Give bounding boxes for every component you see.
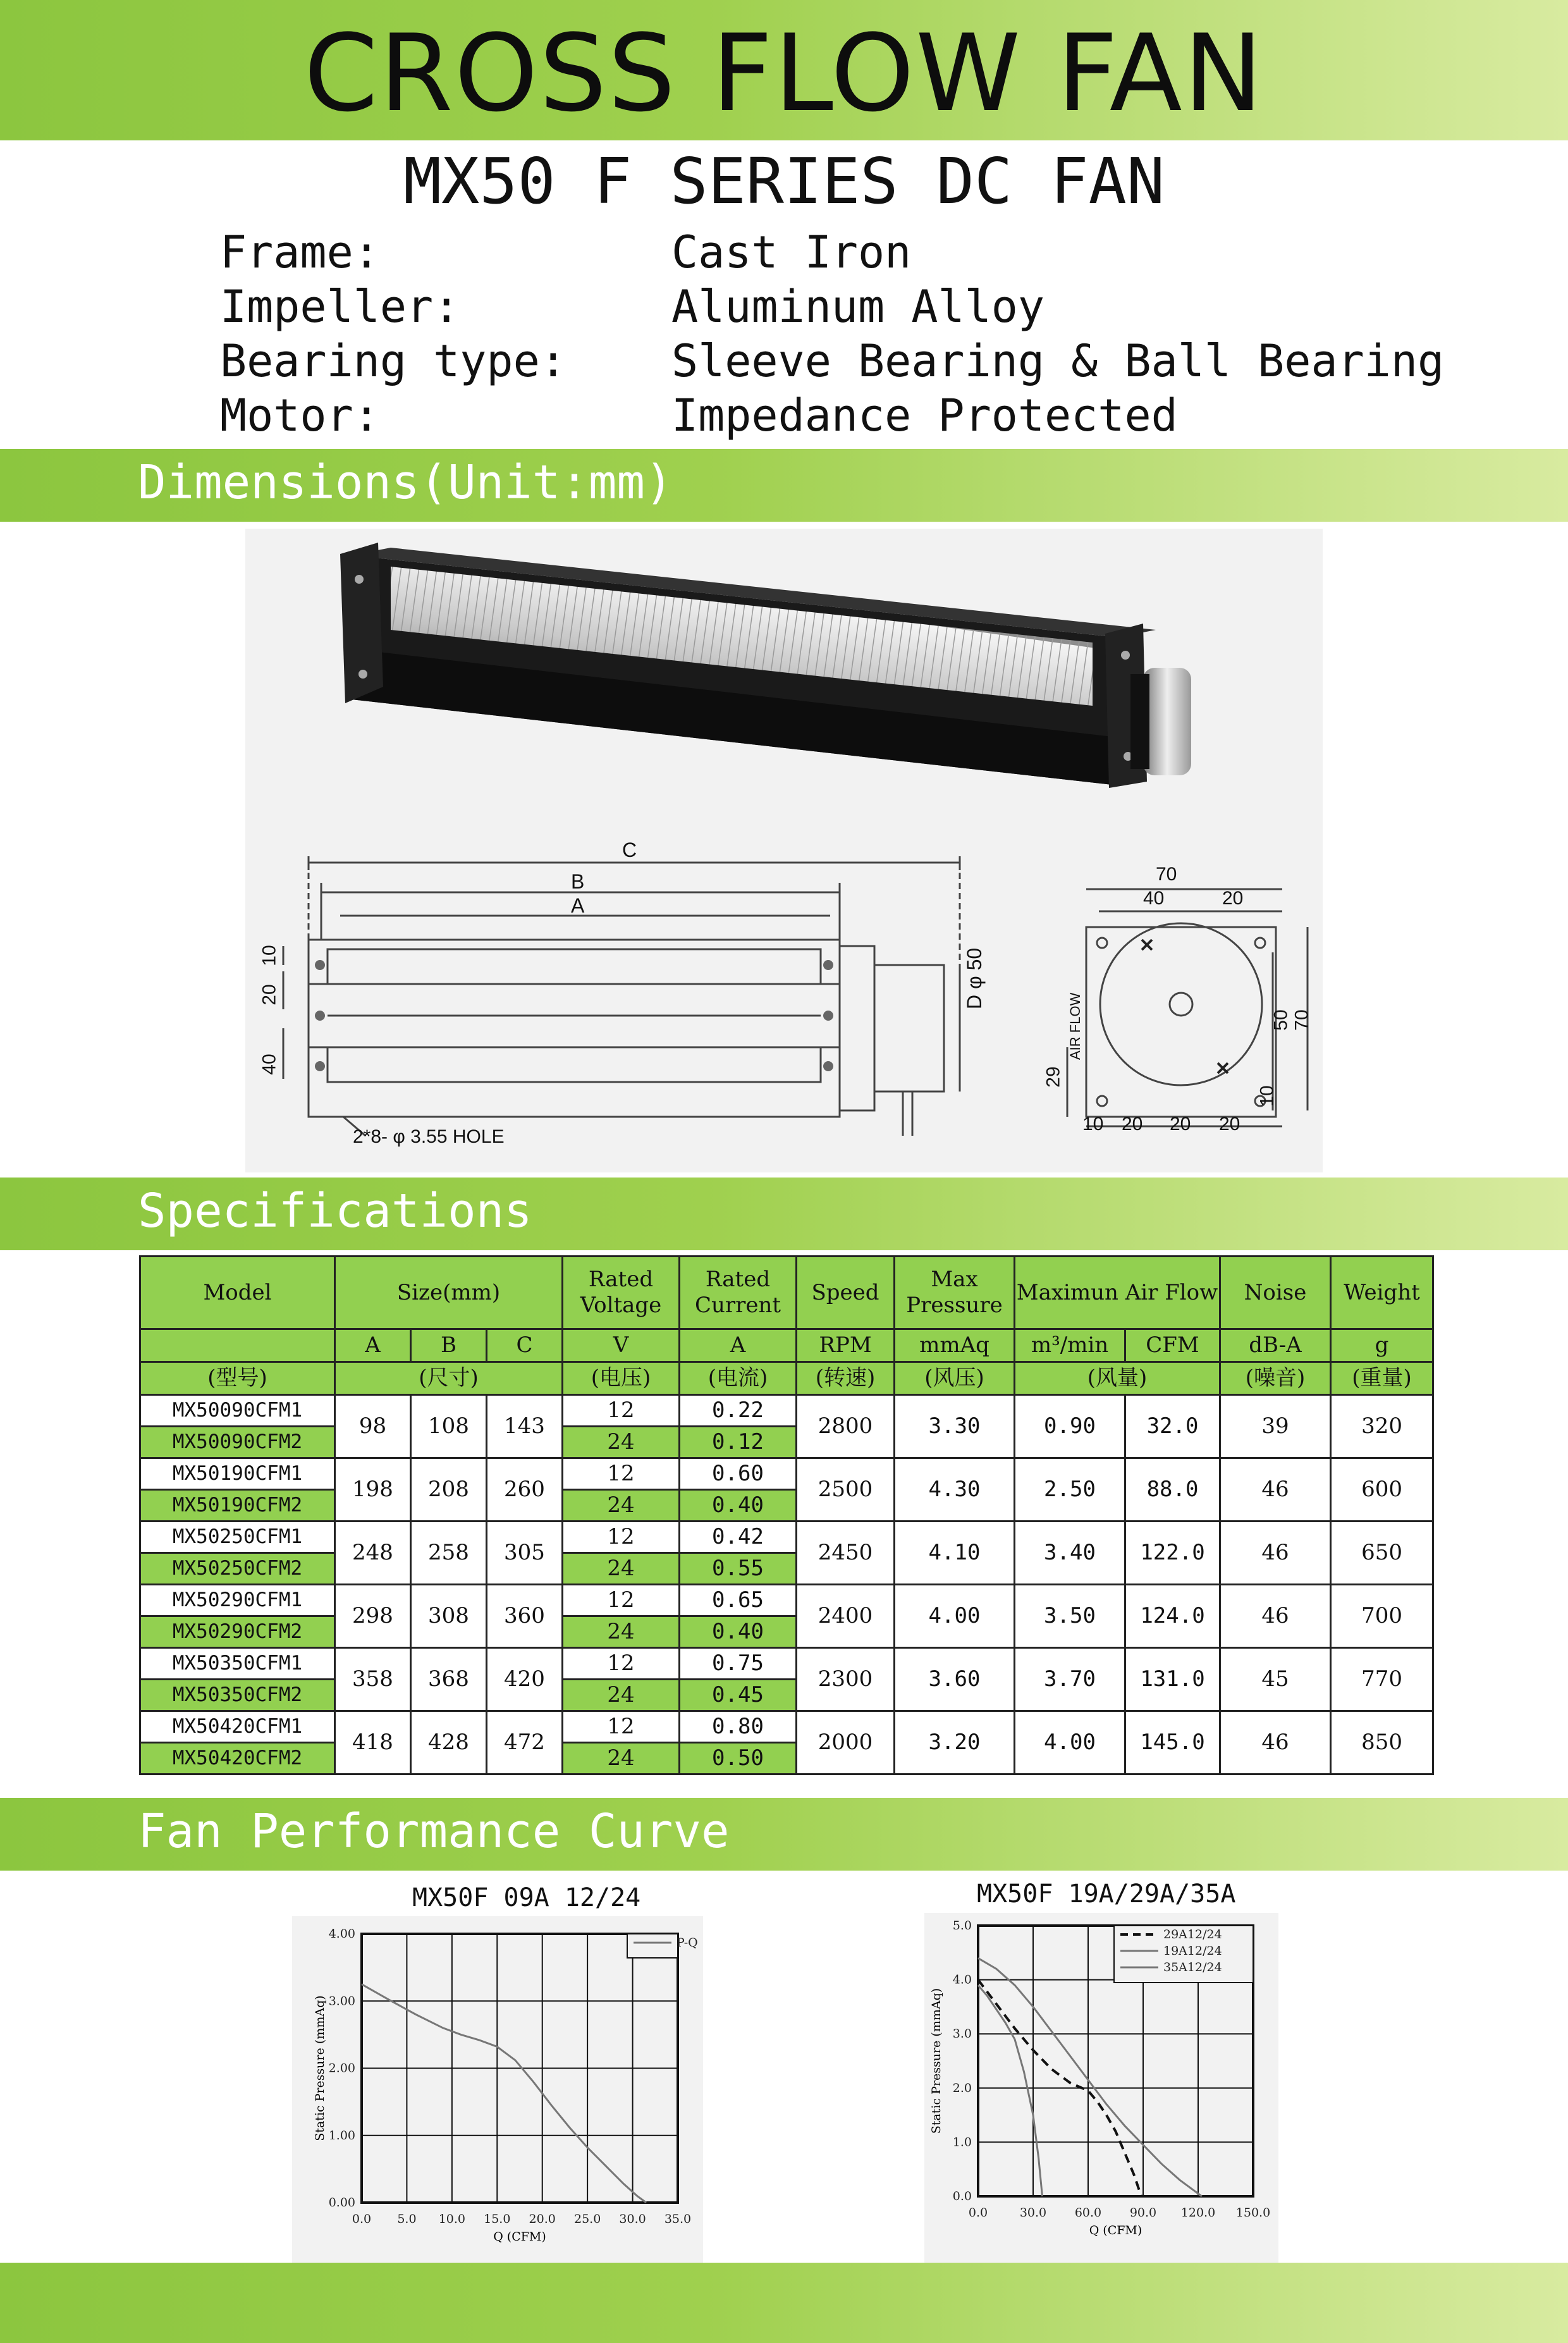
- speed-cell: 2500: [797, 1458, 895, 1522]
- chart2-svg: [924, 1913, 1278, 2263]
- x-tick-label: 10.0: [438, 2212, 466, 2226]
- current-cell: 0.50: [680, 1743, 797, 1774]
- bottom-dim-10: 10: [1082, 1114, 1104, 1135]
- size-a-cell: 248: [335, 1522, 411, 1585]
- unit-rpm: RPM: [797, 1329, 895, 1362]
- y-tick-label: 1.00: [328, 2128, 355, 2143]
- voltage-cell: 24: [563, 1427, 680, 1458]
- x-tick-label: 5.0: [397, 2212, 417, 2226]
- table-body: [140, 1395, 1433, 1774]
- model-cell: MX50290CFM2: [140, 1616, 335, 1648]
- table-row: [140, 1585, 1433, 1616]
- size-a-cell: 298: [335, 1585, 411, 1648]
- unit-amp: A: [680, 1329, 797, 1362]
- x-tick-label: 60.0: [1074, 2206, 1102, 2220]
- unit-a: A: [335, 1329, 411, 1362]
- frame-value: Cast Iron: [671, 226, 912, 278]
- impeller-value: Aluminum Alloy: [671, 281, 1045, 333]
- x-tick-label: 15.0: [484, 2212, 511, 2226]
- legend-box: [627, 1934, 678, 1958]
- unit-dba: dB-A: [1220, 1329, 1331, 1362]
- specifications-title: Specifications: [138, 1184, 532, 1238]
- y-tick-label: 0.0: [952, 2189, 972, 2203]
- voltage-cell: 24: [563, 1553, 680, 1585]
- dim-a-label: A: [571, 894, 585, 917]
- dim-40-label: 40: [259, 1054, 280, 1075]
- header-weight: Weight: [1331, 1257, 1433, 1329]
- pressure-cell: 3.30: [895, 1395, 1015, 1458]
- voltage-cell: 24: [563, 1490, 680, 1522]
- speed-cell: 2400: [797, 1585, 895, 1648]
- cn-voltage: (电压): [563, 1362, 680, 1395]
- flow-cfm-cell: 145.0: [1125, 1711, 1220, 1774]
- x-tick-label: 90.0: [1129, 2206, 1157, 2220]
- flow-cfm-cell: 124.0: [1125, 1585, 1220, 1648]
- weight-cell: 770: [1331, 1648, 1433, 1711]
- x-tick-label: 30.0: [1019, 2206, 1047, 2220]
- flow-cfm-cell: 131.0: [1125, 1648, 1220, 1711]
- flow-cfm-cell: 122.0: [1125, 1522, 1220, 1585]
- model-cell: MX50350CFM1: [140, 1648, 335, 1680]
- flow-m3-cell: 3.70: [1015, 1648, 1125, 1711]
- size-a-cell: 358: [335, 1648, 411, 1711]
- legend-label: P-Q: [677, 1936, 698, 1950]
- size-b-cell: 208: [411, 1458, 487, 1522]
- y-tick-label: 4.00: [328, 1927, 355, 1941]
- flow-cfm-cell: 88.0: [1125, 1458, 1220, 1522]
- size-b-cell: 428: [411, 1711, 487, 1774]
- table-row: [140, 1395, 1433, 1427]
- speed-cell: 2000: [797, 1711, 895, 1774]
- unit-b: B: [411, 1329, 487, 1362]
- voltage-cell: 12: [563, 1648, 680, 1680]
- noise-cell: 46: [1220, 1585, 1331, 1648]
- y-tick-label: 4.0: [952, 1972, 972, 1987]
- side-10v-label: 10: [1256, 1085, 1278, 1107]
- x-tick-label: 120.0: [1180, 2206, 1216, 2220]
- current-cell: 0.55: [680, 1553, 797, 1585]
- motor-value: Impedance Protected: [671, 390, 1178, 441]
- noise-cell: 46: [1220, 1458, 1331, 1522]
- cn-noise: (噪音): [1220, 1362, 1331, 1395]
- size-a-cell: 418: [335, 1711, 411, 1774]
- pressure-cell: 3.60: [895, 1648, 1015, 1711]
- chart1-title: MX50F 09A 12/24: [412, 1883, 641, 1912]
- current-cell: 0.22: [680, 1395, 797, 1427]
- dim-dphi50-label: D φ 50: [963, 947, 986, 1009]
- voltage-cell: 12: [563, 1585, 680, 1616]
- unit-cfm: CFM: [1125, 1329, 1220, 1362]
- voltage-cell: 12: [563, 1522, 680, 1553]
- chart1-svg: [292, 1916, 703, 2263]
- speed-cell: 2300: [797, 1648, 895, 1711]
- x-tick-label: 35.0: [664, 2212, 692, 2226]
- size-b-cell: 368: [411, 1648, 487, 1711]
- series-subtitle: MX50 F SERIES DC FAN: [403, 144, 1165, 218]
- flow-m3-cell: 0.90: [1015, 1395, 1125, 1458]
- airflow-label: AIR FLOW: [1067, 992, 1083, 1060]
- specifications-table: [139, 1255, 1434, 1775]
- bottom-band: [0, 2263, 1568, 2343]
- noise-cell: 45: [1220, 1648, 1331, 1711]
- dimensions-panel: [245, 529, 1323, 1172]
- header-rated-current: Rated Current: [680, 1257, 797, 1329]
- weight-cell: 320: [1331, 1395, 1433, 1458]
- header-speed: Speed: [797, 1257, 895, 1329]
- size-b-cell: 108: [411, 1395, 487, 1458]
- voltage-cell: 12: [563, 1458, 680, 1490]
- header-noise: Noise: [1220, 1257, 1331, 1329]
- cn-flow: (风量): [1015, 1362, 1220, 1395]
- side-70v-label: 70: [1291, 1009, 1313, 1031]
- voltage-cell: 12: [563, 1711, 680, 1743]
- pressure-cell: 3.20: [895, 1711, 1015, 1774]
- unit-v: V: [563, 1329, 680, 1362]
- y-tick-label: 0.00: [328, 2196, 355, 2210]
- x-axis-label: Q (CFM): [1089, 2223, 1142, 2237]
- cn-model: (型号): [140, 1362, 335, 1395]
- y-tick-label: 5.0: [952, 1919, 972, 1933]
- size-c-cell: 472: [487, 1711, 563, 1774]
- side-20-label: 20: [1222, 888, 1244, 909]
- size-a-cell: 198: [335, 1458, 411, 1522]
- bottom-dim-20c: 20: [1219, 1114, 1240, 1135]
- table-row: [140, 1648, 1433, 1680]
- model-cell: MX50290CFM1: [140, 1585, 335, 1616]
- size-a-cell: 98: [335, 1395, 411, 1458]
- table-row: [140, 1711, 1433, 1743]
- model-cell: MX50090CFM2: [140, 1427, 335, 1458]
- legend-label: 29A12/24: [1163, 1928, 1222, 1941]
- weight-cell: 850: [1331, 1711, 1433, 1774]
- header-max-pressure: Max Pressure: [895, 1257, 1015, 1329]
- current-cell: 0.42: [680, 1522, 797, 1553]
- x-tick-label: 20.0: [529, 2212, 556, 2226]
- x-tick-label: 30.0: [619, 2212, 646, 2226]
- flow-m3-cell: 3.40: [1015, 1522, 1125, 1585]
- bearing-value: Sleeve Bearing & Ball Bearing: [671, 335, 1445, 387]
- y-tick-label: 2.00: [328, 2061, 355, 2075]
- model-cell: MX50250CFM1: [140, 1522, 335, 1553]
- bearing-label: Bearing type:: [220, 335, 567, 387]
- y-axis-label: Static Pressure (mmAq): [929, 1988, 943, 2134]
- table-row: [140, 1522, 1433, 1553]
- dim-b-label: B: [571, 870, 585, 893]
- x-tick-label: 0.0: [968, 2206, 988, 2220]
- x-tick-label: 0.0: [352, 2212, 372, 2226]
- side-29-label: 29: [1043, 1066, 1064, 1088]
- dim-c-label: C: [622, 839, 637, 861]
- motor-label: Motor:: [220, 390, 380, 441]
- y-tick-label: 3.0: [952, 2027, 972, 2041]
- model-cell: MX50090CFM1: [140, 1395, 335, 1427]
- cn-current: (电流): [680, 1362, 797, 1395]
- size-c-cell: 143: [487, 1395, 563, 1458]
- x-axis-label: Q (CFM): [493, 2230, 546, 2244]
- side-50-label: 50: [1270, 1009, 1292, 1031]
- pressure-cell: 4.10: [895, 1522, 1015, 1585]
- cn-speed: (转速): [797, 1362, 895, 1395]
- x-tick-label: 150.0: [1235, 2206, 1271, 2220]
- current-cell: 0.12: [680, 1427, 797, 1458]
- model-cell: MX50420CFM2: [140, 1743, 335, 1774]
- current-cell: 0.65: [680, 1585, 797, 1616]
- curve-title: Fan Performance Curve: [138, 1804, 730, 1859]
- flow-m3-cell: 3.50: [1015, 1585, 1125, 1648]
- impeller-label: Impeller:: [220, 281, 460, 333]
- model-cell: MX50420CFM1: [140, 1711, 335, 1743]
- y-tick-label: 3.00: [328, 1994, 355, 2008]
- cn-weight: (重量): [1331, 1362, 1433, 1395]
- current-cell: 0.40: [680, 1490, 797, 1522]
- bottom-dim-20b: 20: [1170, 1114, 1191, 1135]
- bottom-dim-20a: 20: [1122, 1114, 1143, 1135]
- y-axis-label: Static Pressure (mmAq): [313, 1995, 327, 2141]
- noise-cell: 46: [1220, 1522, 1331, 1585]
- speed-cell: 2800: [797, 1395, 895, 1458]
- voltage-cell: 24: [563, 1616, 680, 1648]
- header-size: Size(mm): [335, 1257, 563, 1329]
- model-cell: MX50190CFM2: [140, 1490, 335, 1522]
- weight-cell: 600: [1331, 1458, 1433, 1522]
- size-c-cell: 260: [487, 1458, 563, 1522]
- size-b-cell: 308: [411, 1585, 487, 1648]
- table-row: [140, 1458, 1433, 1490]
- current-cell: 0.80: [680, 1711, 797, 1743]
- side-70-label: 70: [1156, 864, 1177, 885]
- voltage-cell: 24: [563, 1680, 680, 1711]
- fan-illustration: [245, 529, 1323, 1172]
- header-model: Model: [140, 1257, 335, 1329]
- legend-label: 19A12/24: [1163, 1944, 1222, 1958]
- size-c-cell: 420: [487, 1648, 563, 1711]
- dim-10-label: 10: [259, 945, 280, 966]
- voltage-cell: 12: [563, 1395, 680, 1427]
- pressure-cell: 4.30: [895, 1458, 1015, 1522]
- unit-g: g: [1331, 1329, 1433, 1362]
- dimensions-title: Dimensions(Unit:mm): [138, 455, 673, 510]
- current-cell: 0.45: [680, 1680, 797, 1711]
- unit-mmaq: mmAq: [895, 1329, 1015, 1362]
- chart2-title: MX50F 19A/29A/35A: [977, 1879, 1236, 1909]
- x-tick-label: 25.0: [573, 2212, 601, 2226]
- current-cell: 0.60: [680, 1458, 797, 1490]
- current-cell: 0.40: [680, 1616, 797, 1648]
- size-b-cell: 258: [411, 1522, 487, 1585]
- speed-cell: 2450: [797, 1522, 895, 1585]
- voltage-cell: 24: [563, 1743, 680, 1774]
- legend-label: 35A12/24: [1163, 1960, 1222, 1974]
- hole-label: 2*8- φ 3.55 HOLE: [353, 1126, 505, 1147]
- dim-20-label: 20: [259, 984, 280, 1005]
- header-max-air-flow: Maximun Air Flow: [1015, 1257, 1220, 1329]
- size-c-cell: 360: [487, 1585, 563, 1648]
- model-cell: MX50190CFM1: [140, 1458, 335, 1490]
- unit-blank: [140, 1329, 335, 1362]
- model-cell: MX50350CFM2: [140, 1680, 335, 1711]
- y-tick-label: 2.0: [952, 2081, 972, 2095]
- noise-cell: 46: [1220, 1711, 1331, 1774]
- page-title: CROSS FLOW FAN: [303, 11, 1265, 135]
- y-tick-label: 1.0: [952, 2135, 972, 2149]
- header-rated-voltage: Rated Voltage: [563, 1257, 680, 1329]
- side-40-label: 40: [1143, 888, 1165, 909]
- current-cell: 0.75: [680, 1648, 797, 1680]
- weight-cell: 650: [1331, 1522, 1433, 1585]
- unit-m3min: m³/min: [1015, 1329, 1125, 1362]
- flow-m3-cell: 4.00: [1015, 1711, 1125, 1774]
- flow-cfm-cell: 32.0: [1125, 1395, 1220, 1458]
- pressure-cell: 4.00: [895, 1585, 1015, 1648]
- size-c-cell: 305: [487, 1522, 563, 1585]
- cn-pressure: (风压): [895, 1362, 1015, 1395]
- cn-size: (尺寸): [335, 1362, 563, 1395]
- noise-cell: 39: [1220, 1395, 1331, 1458]
- frame-label: Frame:: [220, 226, 380, 278]
- unit-c: C: [487, 1329, 563, 1362]
- flow-m3-cell: 2.50: [1015, 1458, 1125, 1522]
- model-cell: MX50250CFM2: [140, 1553, 335, 1585]
- weight-cell: 700: [1331, 1585, 1433, 1648]
